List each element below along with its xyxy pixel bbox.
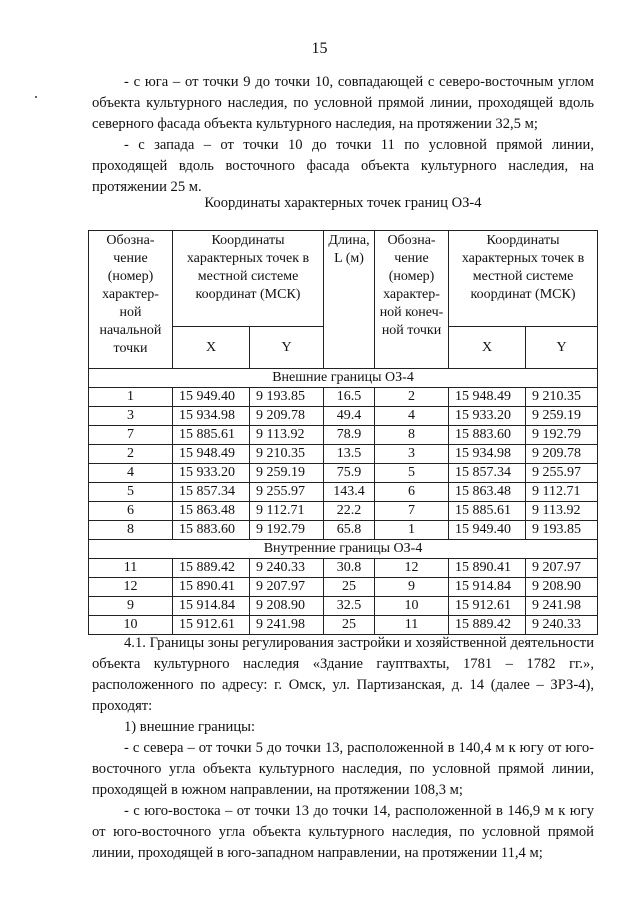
table-row: [89, 616, 598, 635]
cell-x-start: 15 933.20: [173, 464, 250, 483]
cell-end-point: 9: [375, 578, 449, 597]
cell-end-point: 8: [375, 426, 449, 445]
cell-start-point: 3: [89, 407, 173, 426]
cell-y-start: 9 210.35: [250, 445, 324, 464]
header-y-end: Y: [526, 327, 598, 369]
cell-start-point: 12: [89, 578, 173, 597]
cell-y-start: 9 207.97: [250, 578, 324, 597]
cell-y-end: 9 240.33: [526, 616, 598, 635]
cell-x-start: 15 934.98: [173, 407, 250, 426]
cell-length: 49.4: [324, 407, 375, 426]
cell-start-point: 8: [89, 521, 173, 540]
cell-length: 78.9: [324, 426, 375, 445]
cell-x-start: 15 885.61: [173, 426, 250, 445]
page-number: 15: [311, 40, 328, 57]
header-x-end: X: [449, 327, 526, 369]
cell-y-start: 9 112.71: [250, 502, 324, 521]
header-end-point: Обозна-чение (номер) характер-ной конеч-ной точки: [375, 231, 449, 369]
cell-length: 25: [324, 616, 375, 635]
cell-start-point: 2: [89, 445, 173, 464]
table-row: [89, 407, 598, 426]
table-row: [89, 445, 598, 464]
cell-x-start: 15 863.48: [173, 502, 250, 521]
cell-length: 143.4: [324, 483, 375, 502]
paragraph-west-boundary: - с запада – от точки 10 до точки 11 по условной прямой линии, проходящей вдоль восточного фасада объекта культурного наследия, на протяжении 25 м.: [92, 137, 594, 195]
header-y-start: Y: [250, 327, 324, 369]
paragraph-outer-bounds: 1) внешние границы:: [124, 719, 256, 735]
cell-length: 30.8: [324, 559, 375, 578]
cell-y-start: 9 193.85: [250, 388, 324, 407]
cell-x-end: 15 863.48: [449, 483, 526, 502]
paragraph-southeast-boundary: - с юго-востока – от точки 13 до точки 14, расположенной в 146,9 м к югу от юго-восточного угла объекта культурного наследия, по условной прямой линии, проходящей в юго-западном направлении, на протяжении 11,4 м;: [92, 803, 594, 861]
table-row: [89, 426, 598, 445]
cell-length: 22.2: [324, 502, 375, 521]
cell-end-point: 11: [375, 616, 449, 635]
section-header-row: [89, 540, 598, 559]
cell-start-point: 6: [89, 502, 173, 521]
cell-end-point: 1: [375, 521, 449, 540]
cell-end-point: 6: [375, 483, 449, 502]
cell-length: 16.5: [324, 388, 375, 407]
cell-y-end: 9 207.97: [526, 559, 598, 578]
cell-y-start: 9 209.78: [250, 407, 324, 426]
cell-y-end: 9 113.92: [526, 502, 598, 521]
cell-end-point: 10: [375, 597, 449, 616]
cell-x-end: 15 949.40: [449, 521, 526, 540]
header-length: Длина, L (м): [324, 231, 375, 369]
cell-length: 32.5: [324, 597, 375, 616]
cell-y-start: 9 259.19: [250, 464, 324, 483]
cell-y-end: 9 210.35: [526, 388, 598, 407]
header-x-start: X: [173, 327, 250, 369]
cell-x-end: 15 933.20: [449, 407, 526, 426]
cell-y-start: 9 192.79: [250, 521, 324, 540]
cell-end-point: 7: [375, 502, 449, 521]
cell-x-end: 15 934.98: [449, 445, 526, 464]
cell-start-point: 11: [89, 559, 173, 578]
cell-end-point: 4: [375, 407, 449, 426]
cell-y-start: 9 241.98: [250, 616, 324, 635]
cell-x-start: 15 889.42: [173, 559, 250, 578]
cell-y-end: 9 259.19: [526, 407, 598, 426]
cell-length: 25: [324, 578, 375, 597]
cell-y-start: 9 240.33: [250, 559, 324, 578]
section-title: Внешние границы ОЗ-4: [89, 369, 598, 388]
table-body: [89, 369, 598, 635]
cell-y-end: 9 209.78: [526, 445, 598, 464]
paragraph-south-boundary: - с юга – от точки 9 до точки 10, совпадающей с северо-восточным углом объекта культурного наследия, по условной прямой линии, проходящей вдоль северного фасада объекта культурного наследия, на протяжении 32,5 м;: [92, 74, 594, 132]
cell-x-end: 15 883.60: [449, 426, 526, 445]
cell-start-point: 1: [89, 388, 173, 407]
table-row: [89, 521, 598, 540]
cell-x-start: 15 890.41: [173, 578, 250, 597]
cell-y-start: 9 113.92: [250, 426, 324, 445]
coordinates-table: [88, 230, 598, 635]
cell-length: 65.8: [324, 521, 375, 540]
cell-y-end: 9 192.79: [526, 426, 598, 445]
cell-x-start: 15 914.84: [173, 597, 250, 616]
cell-y-start: 9 255.97: [250, 483, 324, 502]
cell-x-end: 15 857.34: [449, 464, 526, 483]
cell-x-end: 15 885.61: [449, 502, 526, 521]
cell-start-point: 9: [89, 597, 173, 616]
cell-x-start: 15 857.34: [173, 483, 250, 502]
cell-length: 13.5: [324, 445, 375, 464]
header-start-point: Обозна-чение (номер) характер-ной начальной точки: [89, 231, 173, 369]
cell-x-end: 15 889.42: [449, 616, 526, 635]
cell-x-start: 15 883.60: [173, 521, 250, 540]
cell-start-point: 4: [89, 464, 173, 483]
header-coords-start: Координаты характерных точек в местной системе координат (МСК): [173, 231, 324, 327]
cell-x-start: 15 949.40: [173, 388, 250, 407]
paragraph-zrz4-intro: 4.1. Границы зоны регулирования застройки и хозяйственной деятельности объекта культурного наследия «Здание гауптвахты, 1781 – 1782 гг.», расположенного по адресу: г. Омск, ул. Партизанская, д. 14 (далее – ЗРЗ-4), проходят:: [92, 635, 594, 714]
cell-length: 75.9: [324, 464, 375, 483]
cell-x-start: 15 948.49: [173, 445, 250, 464]
table-caption: Координаты характерных точек границ ОЗ-4: [204, 195, 482, 211]
cell-y-end: 9 255.97: [526, 464, 598, 483]
table-row: [89, 388, 598, 407]
cell-x-end: 15 890.41: [449, 559, 526, 578]
table-row: [89, 597, 598, 616]
header-coords-end: Координаты характерных точек в местной системе координат (МСК): [449, 231, 598, 327]
cell-end-point: 12: [375, 559, 449, 578]
cell-y-start: 9 208.90: [250, 597, 324, 616]
section-header-row: [89, 369, 598, 388]
cell-start-point: 10: [89, 616, 173, 635]
cell-x-end: 15 914.84: [449, 578, 526, 597]
paragraph-north-boundary: - с севера – от точки 5 до точки 13, расположенной в 140,4 м к югу от юго-восточного угла объекта культурного наследия, по условной прямой линии, проходящей в южном направлении, на протяжении 108,3 м;: [92, 740, 594, 798]
cell-y-end: 9 193.85: [526, 521, 598, 540]
cell-x-start: 15 912.61: [173, 616, 250, 635]
cell-end-point: 5: [375, 464, 449, 483]
cell-y-end: 9 208.90: [526, 578, 598, 597]
cell-end-point: 2: [375, 388, 449, 407]
cell-x-end: 15 912.61: [449, 597, 526, 616]
table-row: [89, 578, 598, 597]
table-row: [89, 483, 598, 502]
cell-x-end: 15 948.49: [449, 388, 526, 407]
table-row: [89, 559, 598, 578]
cell-end-point: 3: [375, 445, 449, 464]
cell-start-point: 7: [89, 426, 173, 445]
cell-y-end: 9 112.71: [526, 483, 598, 502]
scan-speck: [35, 96, 37, 98]
cell-y-end: 9 241.98: [526, 597, 598, 616]
section-title: Внутренние границы ОЗ-4: [89, 540, 598, 559]
cell-start-point: 5: [89, 483, 173, 502]
table-row: [89, 502, 598, 521]
table-row: [89, 464, 598, 483]
